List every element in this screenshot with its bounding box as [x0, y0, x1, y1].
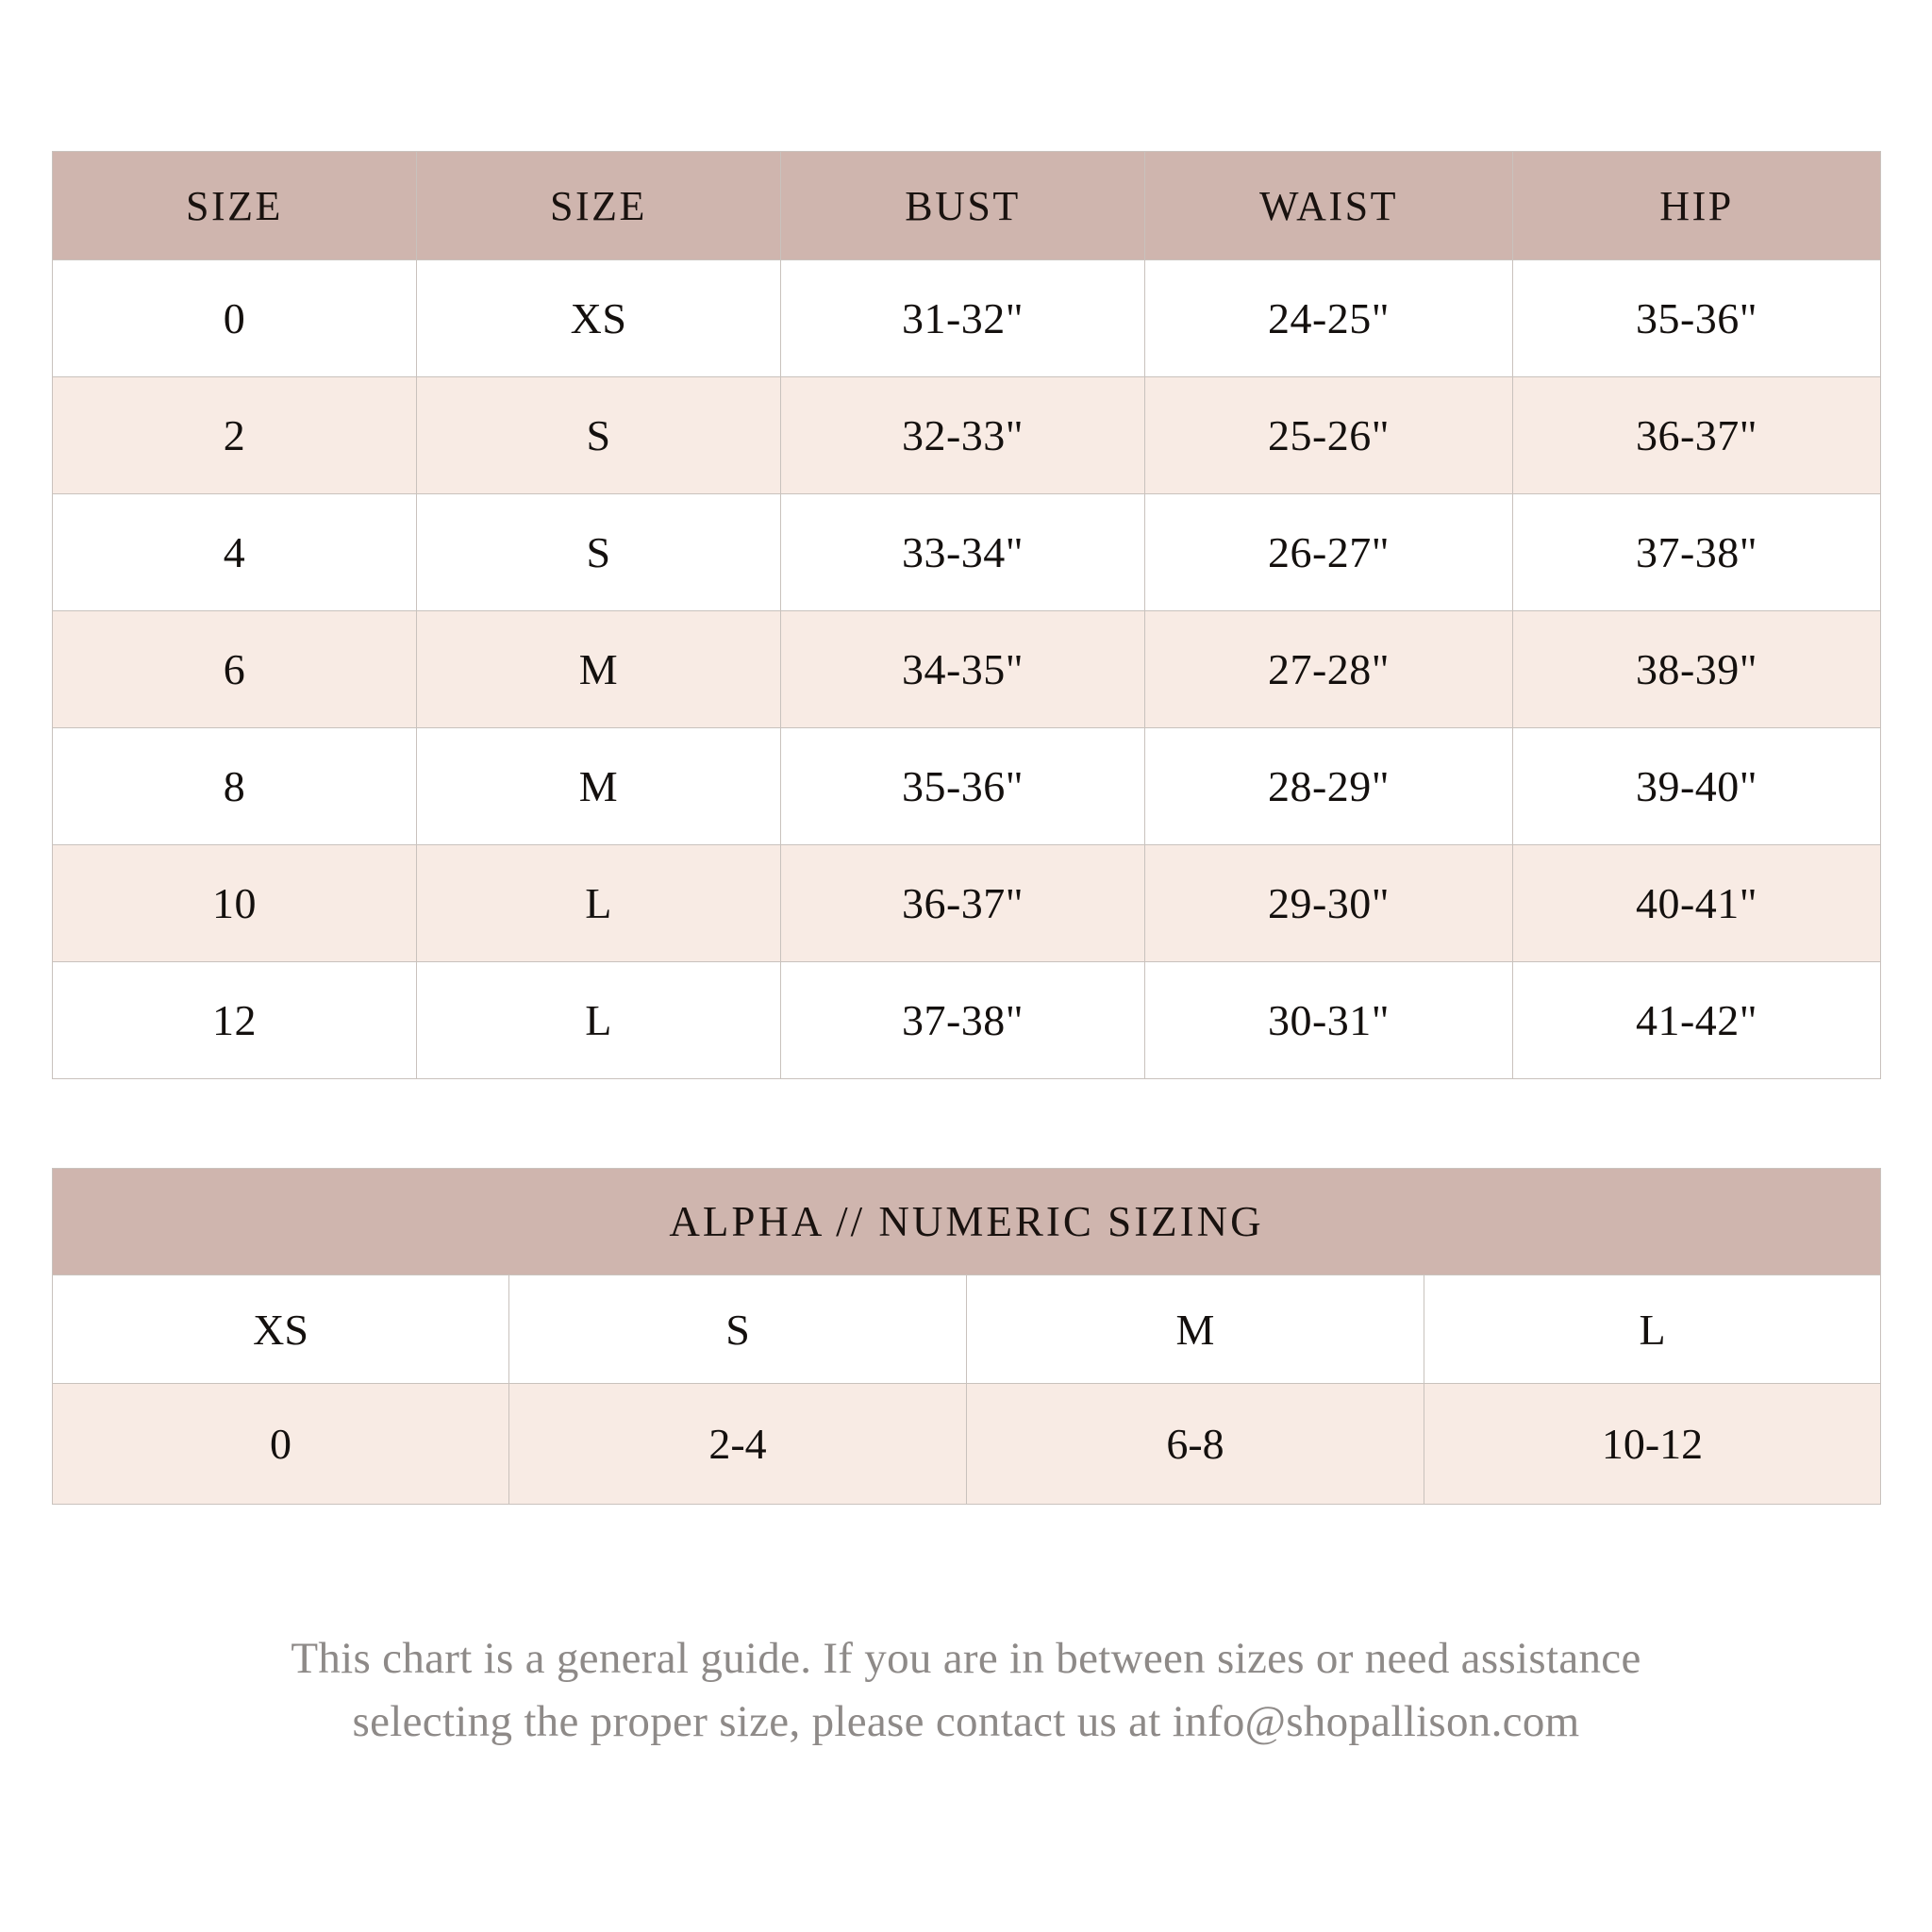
cell-hip: 41-42": [1513, 962, 1881, 1079]
table-spacer: [52, 1079, 1880, 1168]
cell-bust: 32-33": [781, 377, 1145, 494]
table-row: [53, 728, 1881, 845]
cell-size-alpha: M: [417, 611, 781, 728]
table-row: [53, 962, 1881, 1079]
cell-bust: 35-36": [781, 728, 1145, 845]
cell-size-alpha: L: [417, 845, 781, 962]
cell-size-numeric: 4: [53, 494, 417, 611]
cell-numeric-s: 2-4: [509, 1384, 967, 1505]
table-row: [53, 611, 1881, 728]
disclaimer-line-2: selecting the proper size, please contact us at info@shopallison.com: [352, 1696, 1580, 1746]
column-header-size-alpha: SIZE: [417, 152, 781, 260]
cell-hip: 40-41": [1513, 845, 1881, 962]
cell-waist: 29-30": [1145, 845, 1513, 962]
cell-numeric-m: 6-8: [967, 1384, 1424, 1505]
cell-size-numeric: 12: [53, 962, 417, 1079]
cell-hip: 39-40": [1513, 728, 1881, 845]
cell-bust: 34-35": [781, 611, 1145, 728]
cell-alpha-s: S: [509, 1275, 967, 1384]
cell-size-numeric: 2: [53, 377, 417, 494]
cell-bust: 31-32": [781, 260, 1145, 377]
cell-size-numeric: 0: [53, 260, 417, 377]
cell-waist: 28-29": [1145, 728, 1513, 845]
cell-bust: 37-38": [781, 962, 1145, 1079]
disclaimer-line-1: This chart is a general guide. If you are in between sizes or need assistance: [291, 1634, 1641, 1683]
alpha-letters-row: [53, 1275, 1881, 1384]
cell-size-numeric: 6: [53, 611, 417, 728]
cell-size-alpha: XS: [417, 260, 781, 377]
table-row: [53, 494, 1881, 611]
cell-size-alpha: S: [417, 377, 781, 494]
size-measurements-table: [52, 151, 1881, 1079]
cell-waist: 25-26": [1145, 377, 1513, 494]
alpha-table-title: ALPHA // NUMERIC SIZING: [53, 1169, 1881, 1275]
table-row: [53, 845, 1881, 962]
cell-size-numeric: 10: [53, 845, 417, 962]
cell-bust: 36-37": [781, 845, 1145, 962]
disclaimer-note: [52, 1627, 1880, 1753]
cell-alpha-xs: XS: [53, 1275, 509, 1384]
cell-alpha-m: M: [967, 1275, 1424, 1384]
cell-waist: 27-28": [1145, 611, 1513, 728]
cell-waist: 30-31": [1145, 962, 1513, 1079]
cell-waist: 24-25": [1145, 260, 1513, 377]
cell-numeric-xs: 0: [53, 1384, 509, 1505]
cell-size-numeric: 8: [53, 728, 417, 845]
column-header-size-numeric: SIZE: [53, 152, 417, 260]
alpha-table-title-row: [53, 1169, 1881, 1275]
table-row: [53, 377, 1881, 494]
cell-hip: 38-39": [1513, 611, 1881, 728]
cell-hip: 37-38": [1513, 494, 1881, 611]
cell-hip: 35-36": [1513, 260, 1881, 377]
cell-size-alpha: M: [417, 728, 781, 845]
alpha-numerics-row: [53, 1384, 1881, 1505]
table-header-row: [53, 152, 1881, 260]
cell-size-alpha: S: [417, 494, 781, 611]
cell-alpha-l: L: [1424, 1275, 1881, 1384]
column-header-hip: HIP: [1513, 152, 1881, 260]
cell-waist: 26-27": [1145, 494, 1513, 611]
cell-numeric-l: 10-12: [1424, 1384, 1881, 1505]
table-row: [53, 260, 1881, 377]
alpha-numeric-sizing-table: [52, 1168, 1881, 1505]
cell-size-alpha: L: [417, 962, 781, 1079]
column-header-waist: WAIST: [1145, 152, 1513, 260]
cell-hip: 36-37": [1513, 377, 1881, 494]
cell-bust: 33-34": [781, 494, 1145, 611]
column-header-bust: BUST: [781, 152, 1145, 260]
